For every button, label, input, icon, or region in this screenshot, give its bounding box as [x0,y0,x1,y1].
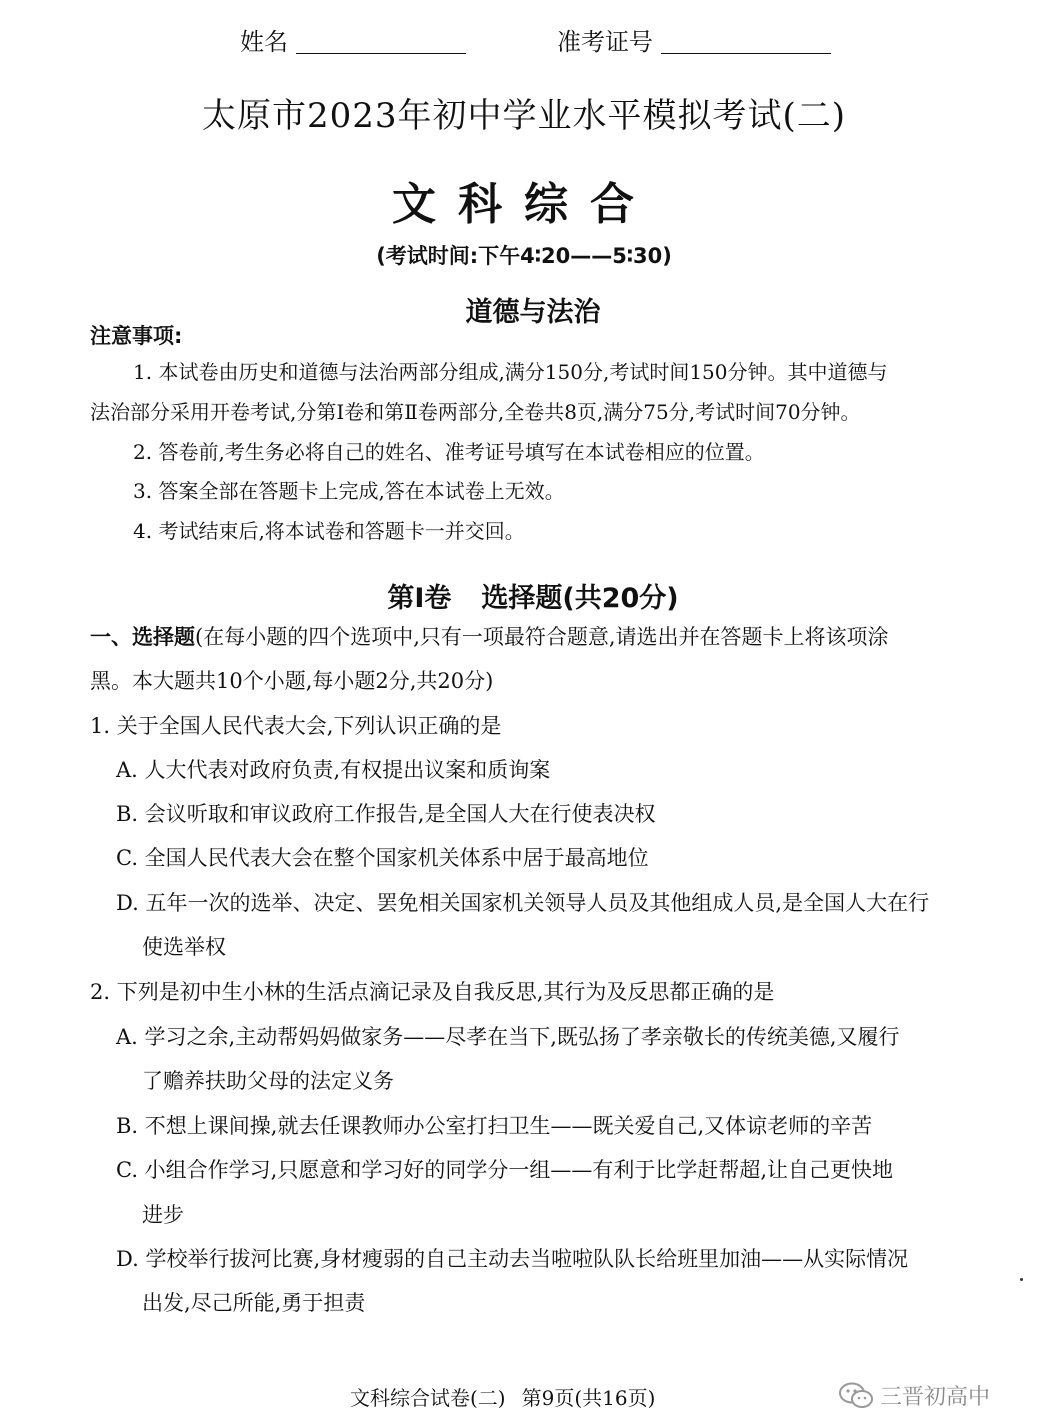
option-b: B. 会议听取和审议政府工作报告,是全国人大在行使表决权 [116,802,656,826]
question-stem: 2. 下列是初中生小林的生活点滴记录及自我反思,其行为及反思都正确的是 [90,980,775,1004]
option-a-cont: 了赡养扶助父母的法定义务 [142,1069,394,1093]
watermark-text: 三晋初高中 [880,1385,991,1410]
note-item: 4. 考试结束后,将本试卷和答题卡一并交回。 [133,519,525,543]
option-c-cont: 进步 [142,1203,184,1227]
watermark [838,1380,990,1411]
notes-heading: 注意事项: [90,324,183,348]
note-item: 1. 本试卷由历史和道德与法治两部分组成,满分150分,考试时间150分钟。其中道德与 [133,360,888,384]
id-field [557,22,831,57]
option-a: A. 人大代表对政府负责,有权提出议案和质询案 [116,758,551,782]
section-title: 道德与法治 [465,297,601,328]
footer-paper-name: 文科综合试卷(二) [350,1386,506,1410]
exam-title: 太原市2023年初中学业水平模拟考试(二) [201,96,847,136]
option-b: B. 不想上课间操,就去任课教师办公室打扫卫生——既关爱自己,又体谅老师的辛苦 [116,1114,873,1138]
subject-title: 文科综合 [392,179,656,230]
id-blank [661,31,831,54]
part-title: 选择题(共20分) [481,583,679,614]
question-stem: 1. 关于全国人民代表大会,下列认识正确的是 [90,714,502,738]
page-footer [350,1382,655,1411]
name-blank [296,31,466,54]
instruction-text: (在每小题的四个选项中,只有一项最符合题意,请选出并在答题卡上将该项涂 [195,625,889,649]
note-item: 3. 答案全部在答题卡上完成,答在本试卷上无效。 [133,479,565,503]
part-label: 第Ⅰ卷 [387,583,452,614]
instruction-line [90,622,889,652]
instruction-lead: 一、选择题 [90,625,195,649]
option-a: A. 学习之余,主动帮妈妈做家务——尽孝在当下,既弘扬了孝亲敬长的传统美德,又履行 [116,1025,900,1049]
instruction-line: 黑。本大题共10个小题,每小题2分,共20分) [90,669,494,693]
footer-page-number: 第9页(共16页) [521,1386,656,1410]
wechat-icon [838,1382,874,1410]
name-field [240,22,466,57]
option-d: D. 五年一次的选举、决定、罢免相关国家机关领导人员及其他组成人员,是全国人大在行 [116,891,930,915]
option-c: C. 小组合作学习,只愿意和学习好的同学分一组——有利于比学赶帮超,让自己更快地 [116,1158,894,1182]
option-d: D. 学校举行拔河比赛,身材瘦弱的自己主动去当啦啦队队长给班里加油——从实际情况 [116,1247,909,1271]
note-item: 法治部分采用开卷考试,分第Ⅰ卷和第Ⅱ卷两部分,全卷共8页,满分75分,考试时间70分钟。 [90,400,861,424]
scan-speck [1020,1278,1023,1281]
option-c: C. 全国人民代表大会在整个国家机关体系中居于最高地位 [116,846,649,870]
option-d-cont: 使选举权 [142,935,226,959]
part-heading [0,576,1048,615]
id-label: 准考证号 [557,28,653,56]
name-label: 姓名 [240,28,288,56]
note-item: 2. 答卷前,考生务必将自己的姓名、准考证号填写在本试卷相应的位置。 [133,440,765,464]
exam-time: (考试时间:下午4∶20——5∶30) [376,244,672,268]
option-d-cont: 出发,尽己所能,勇于担责 [142,1291,366,1315]
